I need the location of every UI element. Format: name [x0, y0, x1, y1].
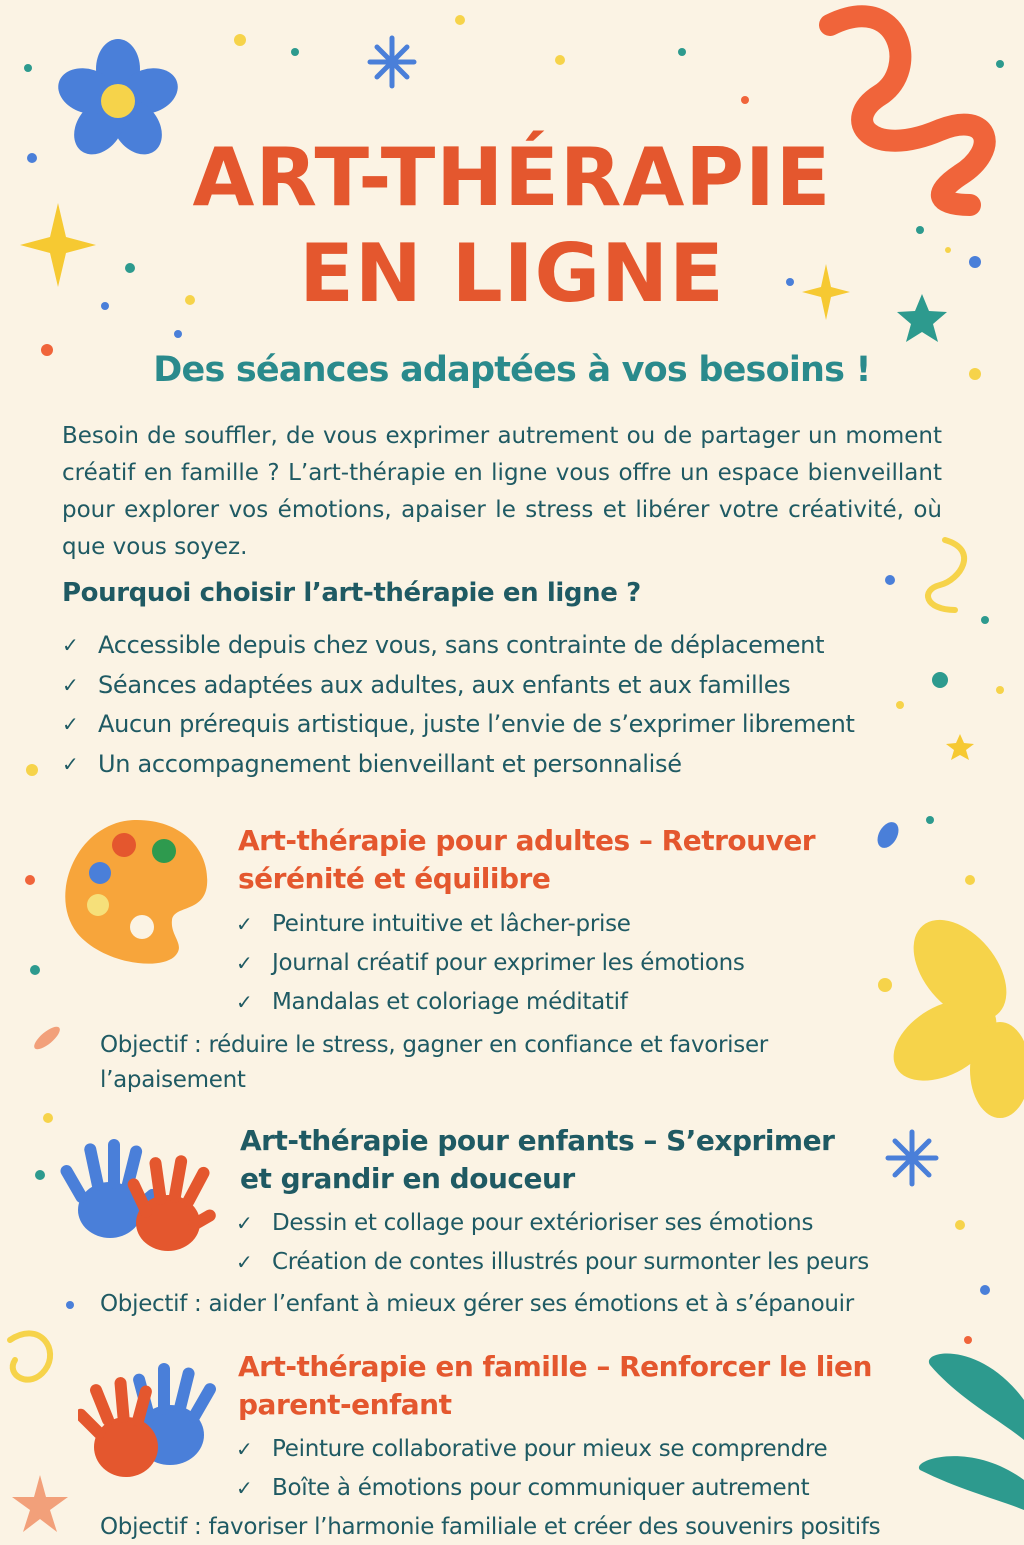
page-title-line-2: EN LIGNE	[299, 227, 725, 320]
check-icon: ✓	[62, 751, 79, 776]
children-list	[236, 1204, 869, 1282]
list-item: ✓ Séances adaptées aux adultes, aux enfants et aux familles	[98, 666, 855, 706]
list-item: ✓ Journal créatif pour exprimer les émotions	[272, 944, 745, 983]
check-icon: ✓	[236, 951, 253, 975]
list-item: ✓ Accessible depuis chez vous, sans contrainte de déplacement	[98, 626, 855, 666]
page-title-line-1: ART-THÉRAPIE	[192, 131, 832, 224]
check-icon: ✓	[236, 1437, 253, 1461]
page-subtitle: Des séances adaptées à vos besoins !	[153, 350, 871, 390]
check-icon: ✓	[236, 1211, 253, 1235]
family-handprints-icon	[78, 1355, 228, 1485]
family-section-title: Art-thérapie en famille – Renforcer le lien parent-enfant	[238, 1350, 872, 1421]
sparkle-icon	[370, 38, 414, 86]
leaf-icon	[919, 1354, 1024, 1510]
check-icon: ✓	[236, 912, 253, 936]
list-item: ✓ Dessin et collage pour extérioriser ses émotions	[272, 1204, 869, 1243]
check-icon: ✓	[62, 633, 79, 657]
handprints-icon	[60, 1135, 220, 1255]
list-item: ✓ Peinture intuitive et lâcher-prise	[272, 905, 745, 944]
list-item: ✓ Peinture collaborative pour mieux se comprendre	[272, 1430, 827, 1469]
list-item: ✓ Un accompagnement bienveillant et personnalisé	[98, 745, 855, 785]
check-icon: ✓	[236, 1250, 253, 1274]
adults-list	[236, 905, 745, 1022]
star-icon	[12, 1475, 68, 1532]
leaf-flower-icon	[880, 902, 1024, 1118]
check-icon: ✓	[236, 990, 253, 1014]
palette-icon	[62, 815, 212, 965]
children-section-title: Art-thérapie pour enfants – S’exprimer et grandir en douceur	[240, 1124, 835, 1195]
list-item: ✓ Boîte à émotions pour communiquer autrement	[272, 1469, 827, 1508]
list-item: ✓ Mandalas et coloriage méditatif	[272, 983, 745, 1022]
why-heading: Pourquoi choisir l’art-thérapie en ligne ?	[62, 578, 641, 608]
adults-section-title: Art-thérapie pour adultes – Retrouver sérénité et équilibre	[238, 824, 816, 895]
family-objective: Objectif : favoriser l’harmonie familiale et créer des souvenirs positifs	[100, 1514, 881, 1540]
star-icon	[946, 734, 974, 760]
check-icon: ✓	[62, 712, 79, 736]
sparkle-icon	[888, 1132, 936, 1184]
squiggle-icon	[10, 1333, 50, 1379]
check-icon: ✓	[236, 1476, 253, 1500]
list-item: ✓ Aucun prérequis artistique, juste l’envie de s’exprimer librement	[98, 705, 855, 745]
adults-objective: Objectif : réduire le stress, gagner en confiance et favoriser l’apaisement	[100, 1032, 768, 1093]
intro-paragraph: Besoin de souffler, de vous exprimer autrement ou de partager un moment créatif en famille ? L’art-thérapie en ligne vous offre un espace bienveillant pour explorer vos émotions, apaiser le stress et libérer votre créativité, où que vous soyez.	[62, 423, 942, 560]
list-item: ✓ Création de contes illustrés pour surmonter les peurs	[272, 1243, 869, 1282]
check-icon: ✓	[62, 672, 79, 697]
why-list	[62, 626, 855, 784]
page-title	[0, 130, 1024, 322]
children-objective: Objectif : aider l’enfant à mieux gérer ses émotions et à s’épanouir	[100, 1291, 854, 1317]
family-list	[236, 1430, 828, 1508]
